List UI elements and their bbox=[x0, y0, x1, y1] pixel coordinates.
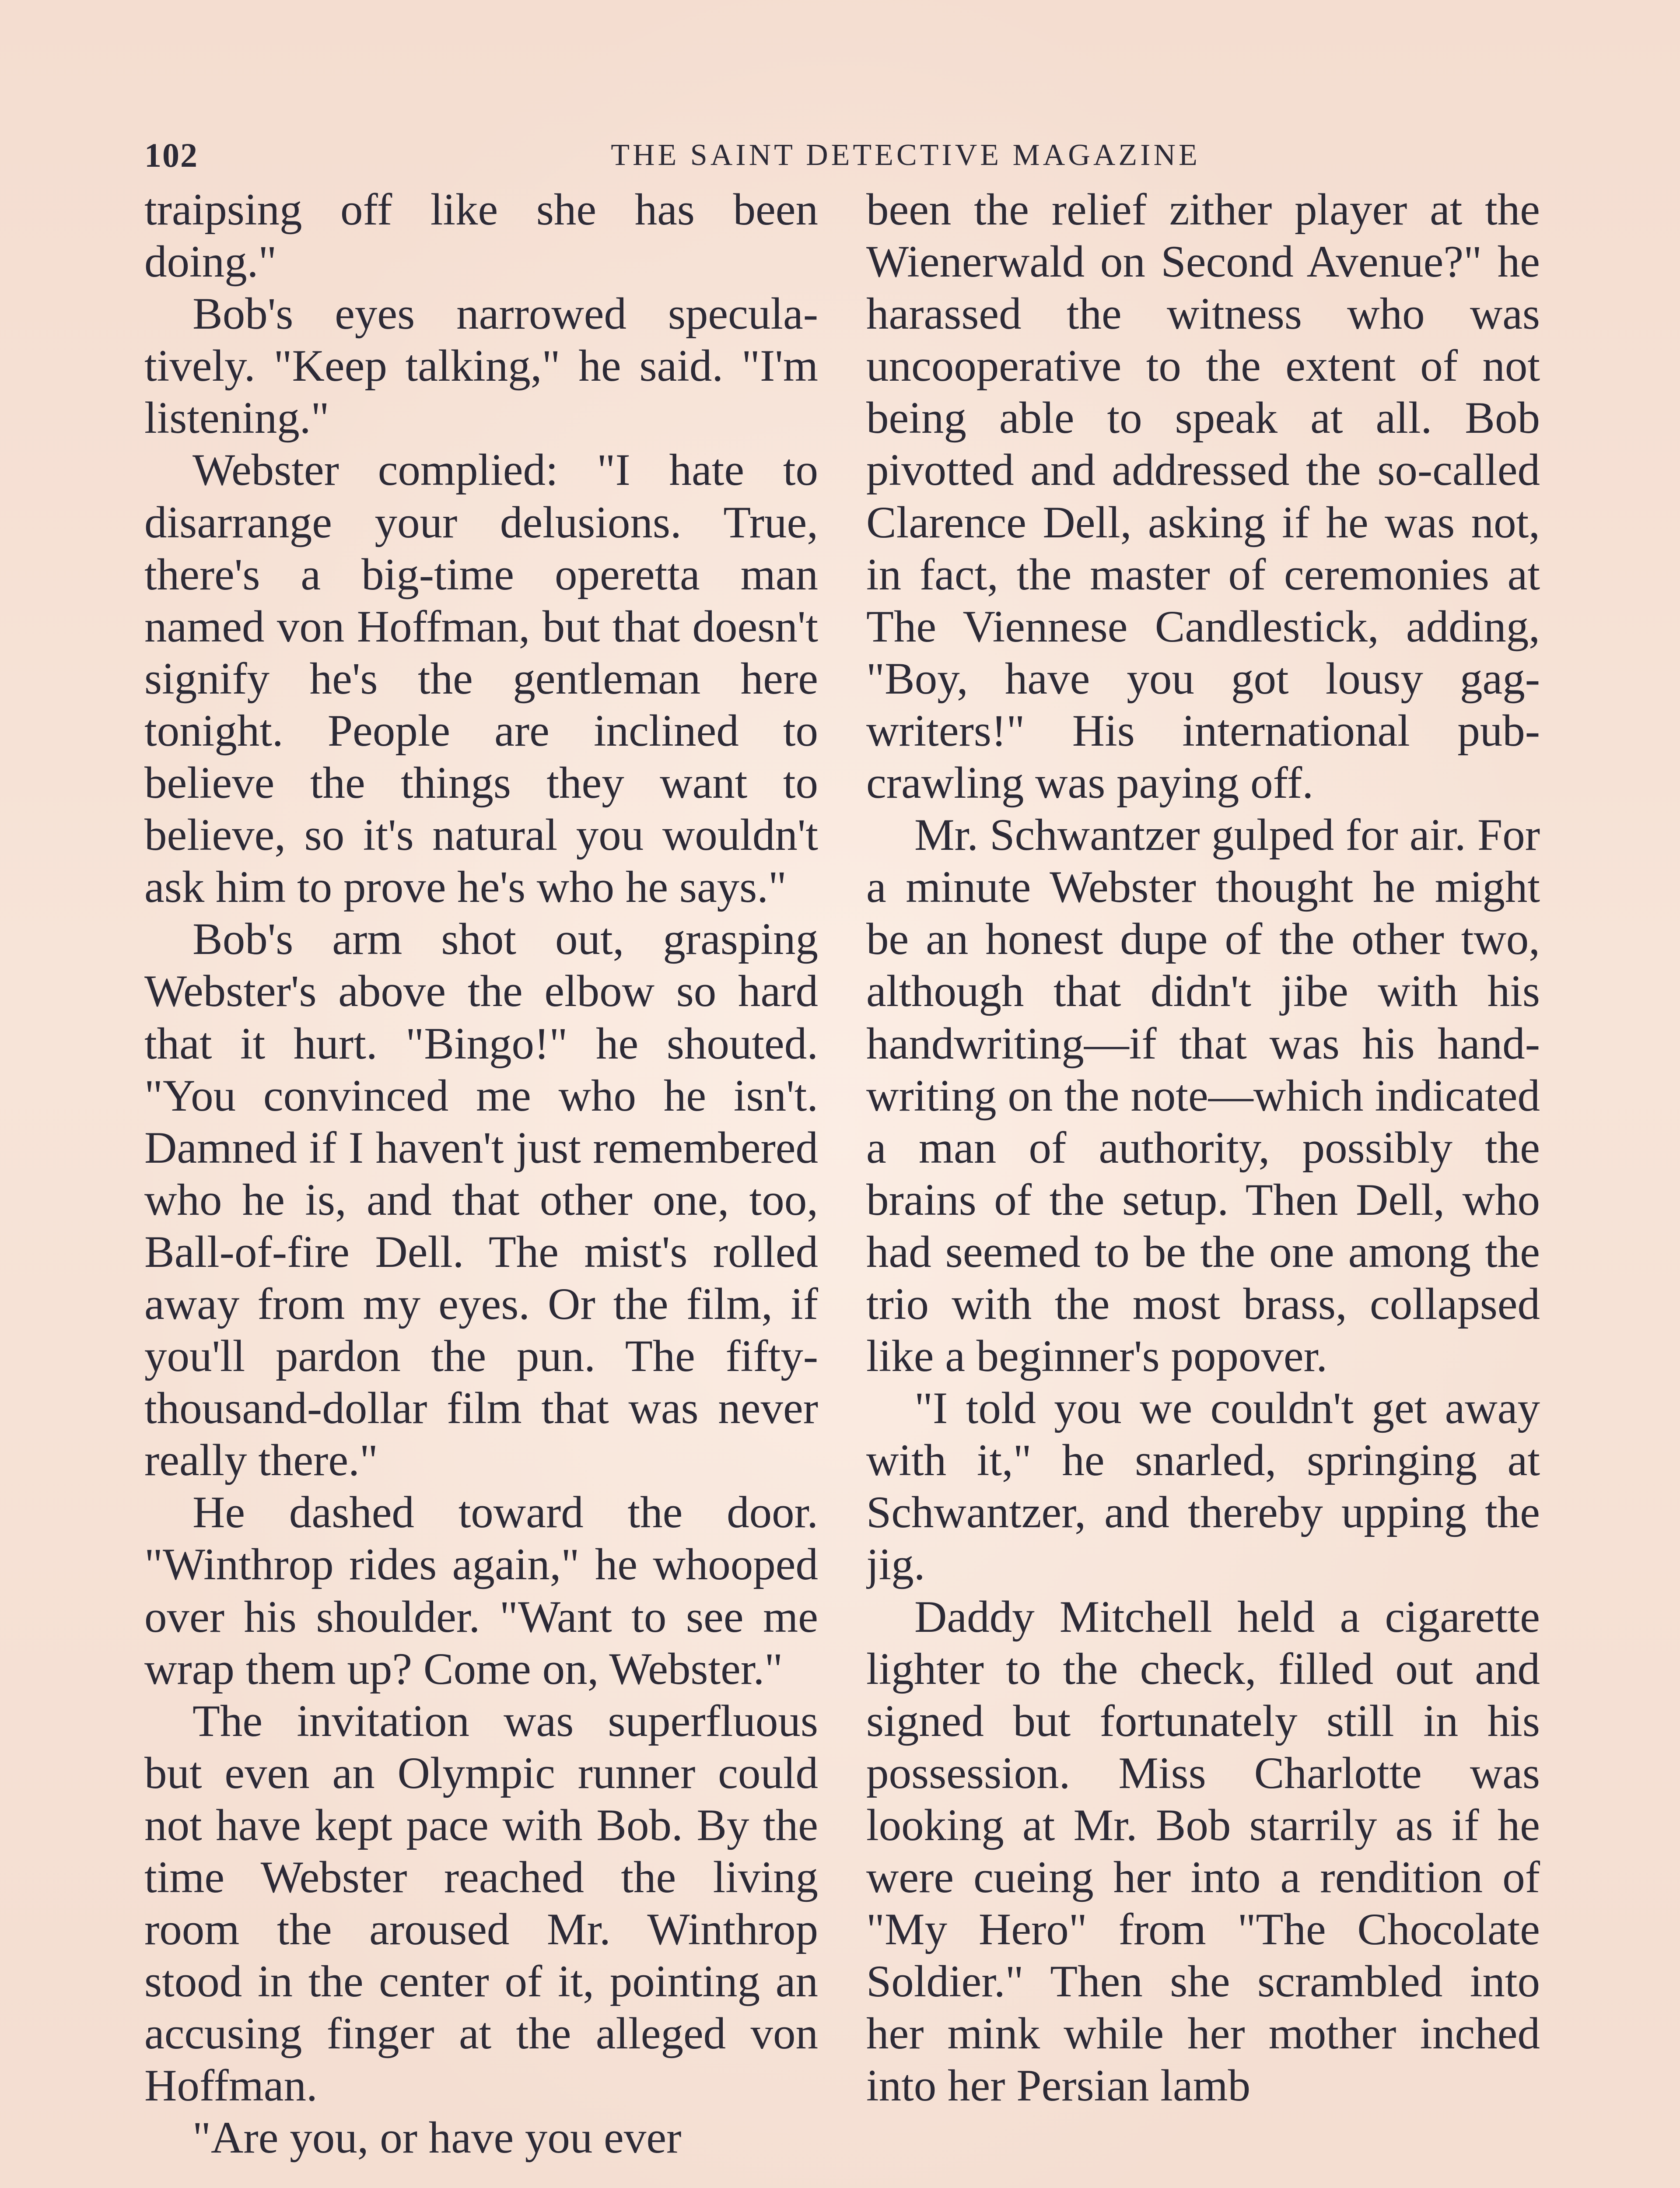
paragraph: Mr. Schwantzer gulped for air. For a minute Webster thought he might be an honest dupe of the other two, although that didn't jibe with his handwriting—if that was his handwriting on the note—which indicated a man of authority, possibly the brains of the setup. Then Dell, who had seemed to be the one among the trio with the most brass, collapsed like a beginner's popover. bbox=[866, 810, 1540, 1382]
paragraph: The invitation was superfluous but even an Olympic runner could not have kept pace with Bob. By the time Webster reached the living room the aroused Mr. Winthrop stood in the center of it, pointing an accusing finger at the alleged von Hoffman. bbox=[144, 1696, 818, 2111]
paragraph: "I told you we couldn't get away with it," he snarled, springing at Schwantzer, and thereby upping the jig. bbox=[866, 1383, 1540, 1590]
text-column-left bbox=[144, 184, 818, 2188]
paragraph: "Are you, or have you ever bbox=[192, 2113, 682, 2163]
paragraph: He dashed toward the door. "Winthrop rides again," he whooped over his shoulder. "Want to see me wrap them up? Come on, Webster." bbox=[144, 1487, 818, 1694]
magazine-title: THE SAINT DETECTIVE MAGAZINE bbox=[611, 138, 1200, 172]
paragraph: Bob's arm shot out, grasping Webster's above the elbow so hard that it hurt. "Bingo!" he shouted. "You convinced me who he isn't. Damned if I haven't just remembered who he is, and that other one, too, Ball-of-fire Dell. The mist's rolled away from my eyes. Or the film, if you'll pardon the pun. The fifty-thousand-dollar film that was never really there." bbox=[144, 914, 818, 1486]
paragraph: Bob's eyes narrowed speculatively. "Keep talking," he said. "I'm listening." bbox=[144, 289, 818, 443]
running-head bbox=[144, 131, 1536, 179]
paragraph: traipsing off like she has been doing." bbox=[144, 185, 818, 287]
text-column-right bbox=[866, 184, 1540, 2188]
paragraph: been the relief zither player at the Wienerwald on Second Avenue?" he harassed the witness who was uncooperative to the extent of not being able to speak at all. Bob pivotted and addressed the so-called Clarence Dell, asking if he was not, in fact, the master of ceremonies at The Viennese Candlestick, adding, "Boy, have you got lousy gag-writers!" His international pub-crawling was paying off. bbox=[866, 185, 1540, 808]
paragraph: Webster complied: "I hate to disarrange your delusions. True, there's a big-time operetta man named von Hoffman, but that doesn't signify he's the gentleman here tonight. People are inclined to believe the things they want to believe, so it's natural you wouldn't ask him to prove he's who he says." bbox=[144, 445, 818, 912]
paragraph: Daddy Mitchell held a cigarette lighter to the check, filled out and signed but fortunately still in his possession. Miss Charlotte was looking at Mr. Bob starrily as if he were cueing her into a rendition of "My Hero" from "The Chocolate Soldier." Then she scrambled into her mink while her mother inched into her Persian lamb bbox=[866, 1592, 1540, 2111]
page-number: 102 bbox=[144, 136, 198, 174]
